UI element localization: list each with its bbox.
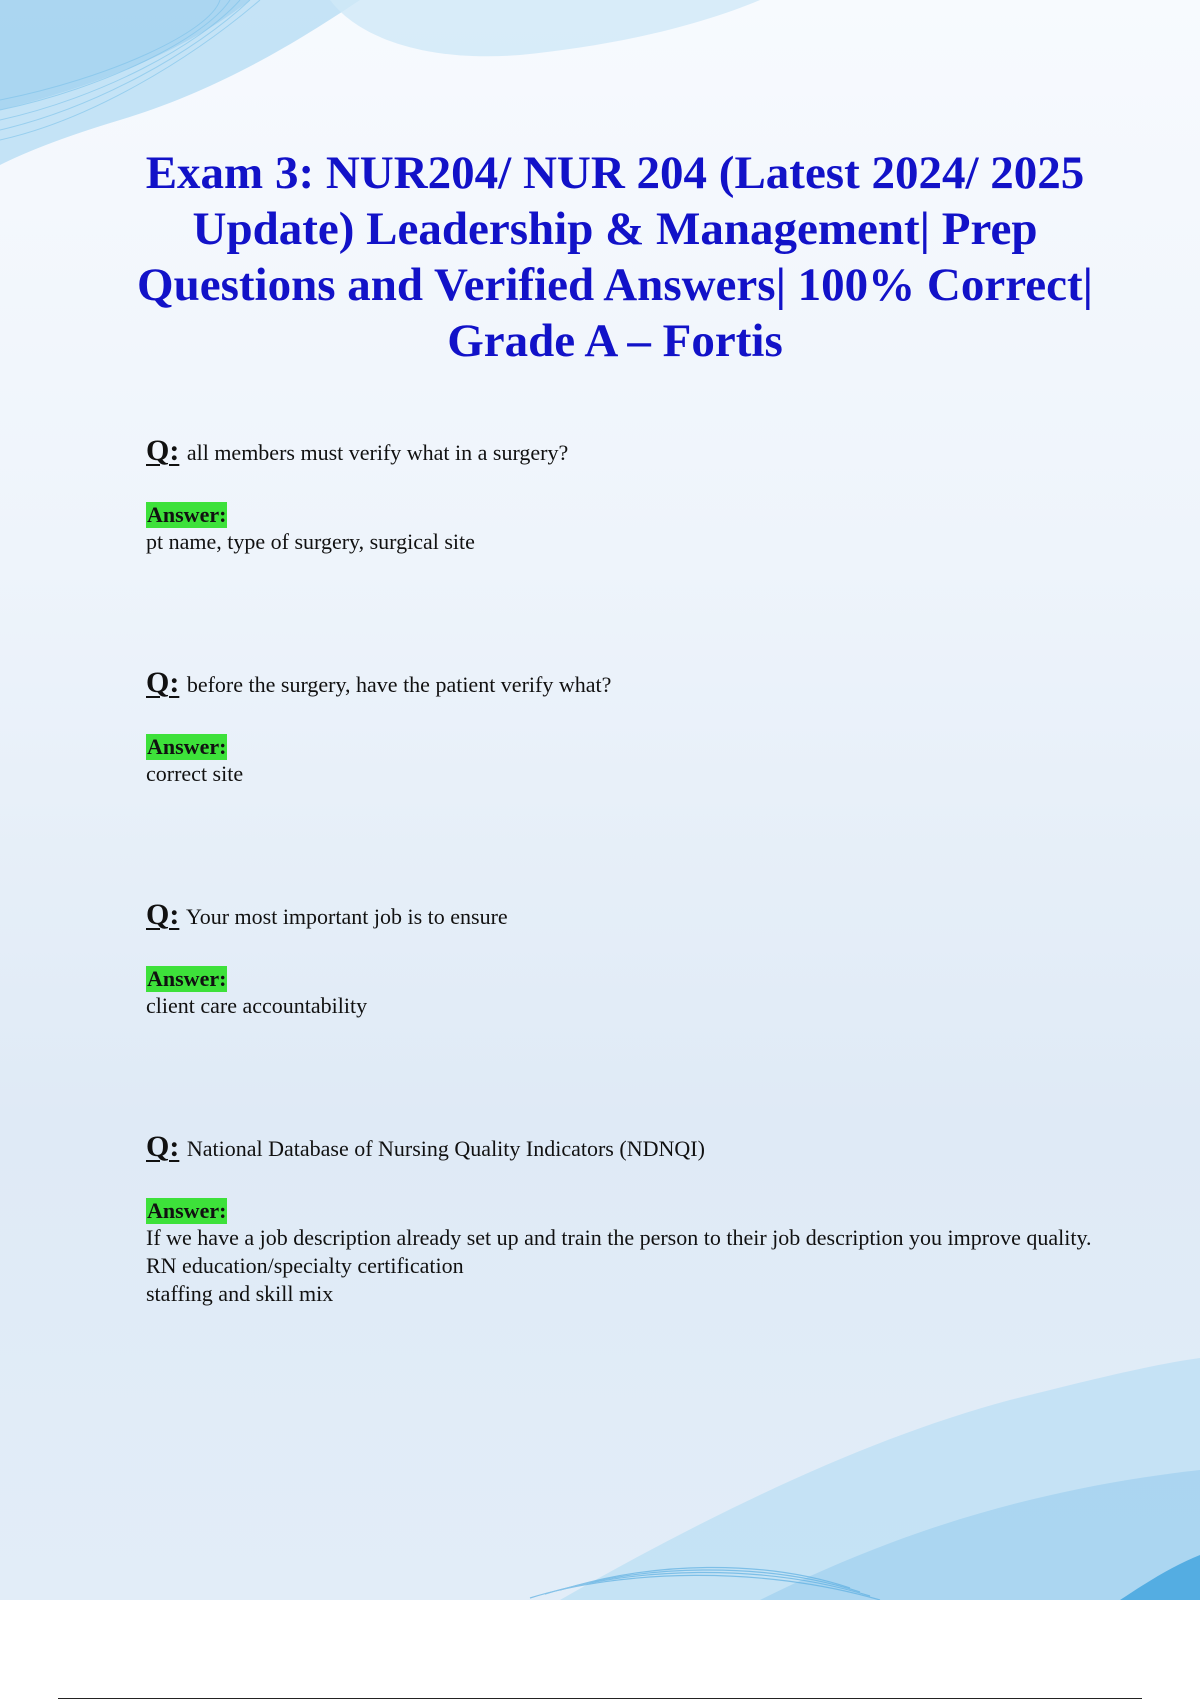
question-text: before the surgery, have the patient verify what? xyxy=(186,672,612,697)
qa-item-1 xyxy=(146,436,1096,556)
question xyxy=(146,668,1096,700)
answer-text: RN education/specialty certification xyxy=(146,1253,464,1278)
qa-item-2 xyxy=(146,668,1096,788)
answer-text: correct site xyxy=(146,761,244,786)
answer-label: Answer: xyxy=(147,966,227,991)
question-text: National Database of Nursing Quality Indicators (NDNQI) xyxy=(186,1136,705,1161)
question-label: Q: xyxy=(146,898,180,931)
question-text: all members must verify what in a surgery? xyxy=(186,440,569,465)
answer-text: client care accountability xyxy=(146,993,368,1018)
answer-label: Answer: xyxy=(147,1198,227,1223)
question-label: Q: xyxy=(146,666,180,699)
footer-divider xyxy=(58,1698,1142,1699)
answer-label: Answer: xyxy=(147,502,227,527)
document-title: Exam 3: NUR204/ NUR 204 (Latest 2024/ 2025 Update) Leadership & Management| Prep Questions and Verified Answers| 100% Correct| Grade A – Fortis xyxy=(137,147,1093,367)
question xyxy=(146,436,1096,468)
answer-text: If we have a job description already set up and train the person to their job description you improve quality. xyxy=(146,1225,1092,1250)
answer-label: Answer: xyxy=(147,734,227,759)
question-label: Q: xyxy=(146,1130,180,1163)
question xyxy=(146,1132,1096,1164)
answer-text: pt name, type of surgery, surgical site xyxy=(146,529,475,554)
question-text: Your most important job is to ensure xyxy=(186,904,508,929)
question-label: Q: xyxy=(146,434,180,467)
question xyxy=(146,900,1096,932)
qa-item-3 xyxy=(146,900,1096,1020)
answer-text: staffing and skill mix xyxy=(146,1281,334,1306)
qa-item-4 xyxy=(146,1132,1096,1308)
